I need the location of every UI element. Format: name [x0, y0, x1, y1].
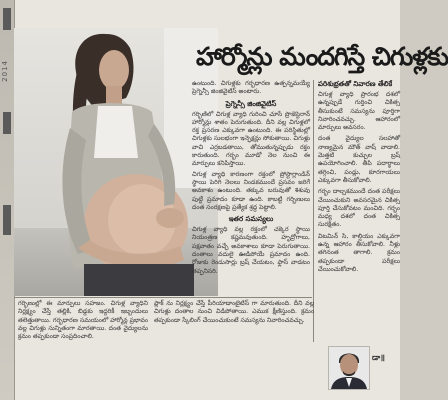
paragraph: గర్భిణిలో చిగుళ్ల వ్యాధి గురించి చూసే ప్రొజెస్టెరాన్ హార్మోన్లు శాతం పెరుగుతుంది. దీని వల్ల చిగుళ్లలో రక్త ప్రసరణ ఎక్కువగా ఉంటుంది. ఈ పరిస్థితుల్లో చిగుళ్లకు సులభంగా ఇన్ఫెక్షన్లు సోకుతాయి. చిగుళ్లు వాచి ఎర్రబడతాయి, తోముతున్నప్పుడు రక్తం కారుతుంది. గర్భం మూడో నెల నుంచి ఈ మార్పులు కనిపిస్తాయి. — [192, 110, 310, 168]
article-photo — [14, 28, 218, 296]
paragraph: గర్భం దాల్చకముందే దంత పరీక్షలు చేయించుకుని అవసరమైన చికిత్స పూర్తి చేసుకోవటం మంచిది. గర్భం మధ్య దశలో దంత చికిత్స సురక్షితం. — [318, 188, 400, 229]
paragraph: ప్లాక్ ను నిర్లక్ష్యం చేస్తే పీరియాడాంటైటిస్ గా మారుతుంది. దీని వల్ల చిగుళ్లు దంతాల నుంచి విడిపోతాయి. ఎముక క్షీణిస్తుంది. క్రమం తప్పకుండా స్కేలింగ్ చేయించుకుంటే సమస్యను నివారించవచ్చు. — [154, 300, 314, 324]
subheading: పరిశుభ్రతతో నివారణ తేలికే — [318, 80, 393, 88]
author-name: డా॥ — [372, 353, 385, 362]
paragraph: చిగుళ్ల వ్యాధి ప్రారంభ దశలో ఉన్నప్పుడే గుర్తించి చికిత్స తీసుకుంటే సమస్యను పూర్తిగా నివారించవచ్చు. ఆహారంలో మార్పులు అవసరం. — [318, 91, 400, 132]
paragraph: విటమిన్ సి, కాల్షియం ఎక్కువగా ఉన్న ఆహారం తీసుకోవాలి. నీళ్లు తగినంత తాగాలి. క్రమం తప్పకుండా పరీక్షలు చేయించుకోవాలి. — [318, 232, 400, 273]
article-column-bottom-left — [18, 300, 148, 396]
paragraph: దంత వైద్యుల సలహాతో నాణ్యమైన మౌత్ వాష్ వాడాలి. మెత్తటి కుచ్చుల బ్రష్ ఉపయోగించాలి. తీపి పదార్థాలు తగ్గించి, పండ్లు, కూరగాయలు ఎక్కువగా తీసుకోవాలి. — [318, 135, 400, 184]
article-column-bottom-center — [154, 300, 314, 396]
author-photo — [328, 346, 370, 390]
article-headline: హార్మోన్లు మందగిస్తే చిగుళ్లకు — [196, 42, 448, 71]
paragraph: చిగుళ్ల వ్యాధి వల్ల రక్తంలో చక్కెర స్థాయి నియంత్రణ కష్టమవుతుంది. హృద్రోగాలు, పక్షవాతం వచ్చే అవకాశాలు కూడా పెరుగుతాయి. దంతాలు వదులై ఊడిపోయే ప్రమాదం ఉంది. రోజుకు రెండుసార్లు బ్రష్ చేయటం, ఫ్లాస్ వాడటం తప్పనిసరి. — [192, 226, 310, 275]
author-portrait-illustration — [329, 347, 369, 389]
page-margin-strip — [0, 0, 15, 400]
subheading: ప్రెగ్నెన్సీ జింజివైటిస్ — [225, 99, 277, 108]
margin-print-mark — [3, 205, 11, 235]
paragraph: గర్భిణుల్లో ఈ మార్పులు సహజం. చిగుళ్ల వ్యాధిని నిర్లక్ష్యం చేస్తే తల్లికి, బిడ్డకు ఇద్దరికీ ఇబ్బందులు తలెత్తుతాయి. గర్భధారణ సమయంలో హార్మోన్ల ప్రభావం వల్ల చిగుళ్లు సున్నితంగా మారతాయి. దంత వైద్యులను క్రమం తప్పకుండా సంప్రదించాలి. — [18, 300, 148, 341]
pregnant-woman-illustration — [14, 28, 218, 296]
paragraph: చిగుళ్ల వ్యాధి కారణంగా రక్తంలో ప్రోస్టాగ్లాండిన్ స్థాయి పెరిగి నెలలు నిండకముందే ప్రసవం జరిగే అవకాశం ఉంటుంది. తక్కువ బరువుతో శిశువు పుట్టే ప్రమాదం కూడా ఉంది. కాబట్టి గర్భిణులు దంత సంరక్షణపై ప్రత్యేక శ్రద్ధ పెట్టాలి. — [192, 170, 310, 211]
subheading: ఇతర సమస్యలు — [228, 215, 274, 224]
margin-print-mark — [3, 8, 11, 30]
paragraph: ఉంటుంది. చిగుళ్లకు గర్భధారణ ఉత్పన్నమయ్యే ప్రెగ్నెన్సీ జింజివైటిస్ అంటారు. — [192, 80, 310, 96]
section-rule — [14, 297, 312, 298]
edition-year: 2014 — [1, 60, 9, 82]
margin-print-mark — [3, 112, 11, 134]
article-column-right — [318, 80, 400, 342]
